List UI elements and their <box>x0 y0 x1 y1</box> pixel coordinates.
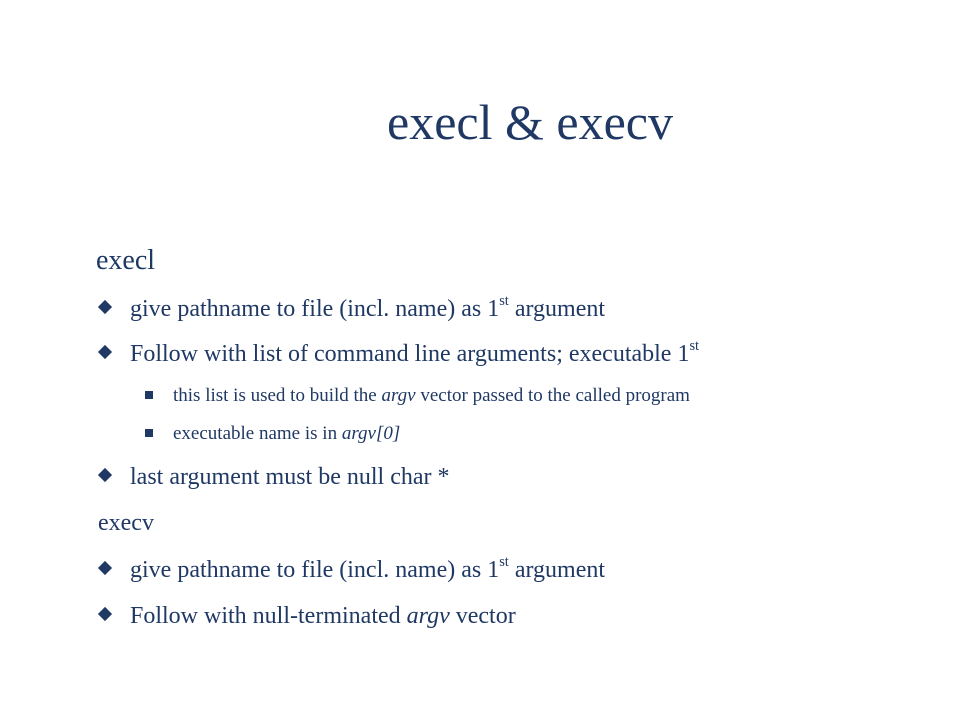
bullet-text-post: vector <box>449 603 516 629</box>
execv-bullet-follow <box>98 603 516 630</box>
execl-heading-text: execl <box>96 245 156 276</box>
diamond-bullet-icon <box>98 468 112 482</box>
execv-bullet-pathname <box>98 554 606 584</box>
diamond-bullet-icon <box>98 607 112 621</box>
bullet-text: give pathname to file (incl. name) as 1 <box>130 296 500 322</box>
execl-sub-argv-list <box>145 385 690 407</box>
diamond-bullet-icon <box>98 561 112 575</box>
bullet-tail: argument <box>508 296 606 322</box>
sub-text-pre: executable name is in <box>173 423 342 444</box>
square-bullet-icon <box>145 391 153 399</box>
bullet-superscript: st <box>689 338 700 354</box>
sub-text-post: vector passed to the called program <box>415 385 690 406</box>
sub-text-em: argv <box>381 385 416 406</box>
slide-title: execl & execv <box>387 94 673 150</box>
execl-bullet-pathname <box>98 293 606 323</box>
execl-sub-argv0 <box>145 423 400 445</box>
execv-heading-text: execv <box>98 510 154 536</box>
sub-text-pre: this list is used to build the <box>173 385 382 406</box>
bullet-text-em: argv <box>406 603 450 629</box>
execl-bullet-null <box>98 464 450 491</box>
sub-text-em: argv[0] <box>341 423 401 444</box>
diamond-bullet-icon <box>98 300 112 314</box>
execv-heading <box>98 510 154 537</box>
execl-bullet-follow <box>98 338 700 368</box>
bullet-text: give pathname to file (incl. name) as 1 <box>130 557 500 583</box>
execl-heading <box>96 245 155 277</box>
bullet-tail: argument <box>508 557 606 583</box>
bullet-text: Follow with list of command line arguments; executable 1 <box>130 341 690 367</box>
bullet-superscript: st <box>499 293 509 309</box>
square-bullet-icon <box>145 429 153 437</box>
diamond-bullet-icon <box>98 345 112 359</box>
bullet-text: last argument must be null char * <box>130 464 450 490</box>
bullet-superscript: st <box>499 554 509 570</box>
bullet-text-pre: Follow with null-terminated <box>130 603 407 629</box>
